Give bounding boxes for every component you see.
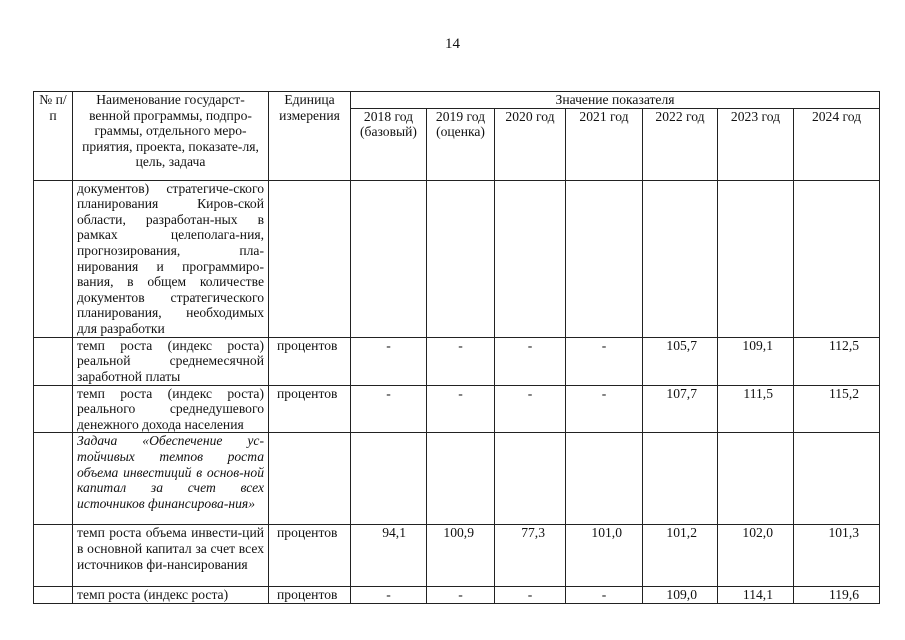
- value-cell: 77,3: [495, 525, 566, 587]
- value-cell: [566, 180, 643, 337]
- value-cell: [427, 433, 495, 525]
- value-cell: [495, 433, 566, 525]
- value-cell: 101,0: [566, 525, 643, 587]
- row-number-cell: [34, 587, 73, 604]
- unit-cell: [269, 433, 351, 525]
- unit-cell: процентов: [269, 385, 351, 433]
- row-number-cell: [34, 385, 73, 433]
- value-cell: -: [566, 385, 643, 433]
- header-name: Наименование государст-венной программы, подпро-граммы, отдельного меро-приятия, проекта, показате-ля, цель, задача: [73, 92, 269, 181]
- header-value-group: Значение показателя: [351, 92, 880, 109]
- table-row: [34, 337, 880, 385]
- page-number: 14: [445, 36, 460, 52]
- value-cell: -: [427, 337, 495, 385]
- value-cell: [718, 433, 794, 525]
- header-number: № п/п: [34, 92, 73, 181]
- row-number-cell: [34, 433, 73, 525]
- value-cell: 105,7: [643, 337, 718, 385]
- value-cell: [427, 180, 495, 337]
- indicator-name: темп роста (индекс роста) реальной среднемесячной заработной платы: [73, 337, 269, 385]
- value-cell: 100,9: [427, 525, 495, 587]
- header-year: 2019 год (оценка): [427, 108, 495, 180]
- value-cell: 111,5: [718, 385, 794, 433]
- value-cell: 109,1: [718, 337, 794, 385]
- indicator-name: темп роста объема инвести-ций в основной капитал за счет всех источников фи-нансирования: [73, 525, 269, 587]
- task-name: Задача «Обеспечение ус-тойчивых темпов роста объема инвестиций в основ-ной капитал за счет всех источников финансирова-ния»: [73, 433, 269, 525]
- indicator-name: темп роста (индекс роста) реального среднедушевого денежного дохода населения: [73, 385, 269, 433]
- unit-cell: процентов: [269, 587, 351, 604]
- value-cell: -: [566, 337, 643, 385]
- table-row: [34, 180, 880, 337]
- value-cell: -: [495, 385, 566, 433]
- value-cell: 102,0: [718, 525, 794, 587]
- unit-cell: процентов: [269, 337, 351, 385]
- value-cell: -: [427, 385, 495, 433]
- value-cell: 101,3: [794, 525, 880, 587]
- value-cell: [351, 433, 427, 525]
- unit-cell: процентов: [269, 525, 351, 587]
- table-row: [34, 525, 880, 587]
- value-cell: [643, 180, 718, 337]
- row-number-cell: [34, 180, 73, 337]
- indicator-name: документов) стратегиче-ского планирования Киров-ской области, разработан-ных в рамках целеполага-ния, прогнозирования, пла-нирования и программиро-вания, в общем количестве документов стратегического планирования, необходимых для разработки: [73, 180, 269, 337]
- value-cell: 94,1: [351, 525, 427, 587]
- header-year: 2022 год: [643, 108, 718, 180]
- header-year: 2020 год: [495, 108, 566, 180]
- value-cell: -: [351, 337, 427, 385]
- value-cell: 107,7: [643, 385, 718, 433]
- header-year: 2023 год: [718, 108, 794, 180]
- indicator-table: [33, 91, 880, 604]
- value-cell: [351, 180, 427, 337]
- value-cell: 112,5: [794, 337, 880, 385]
- header-unit: Единица измерения: [269, 92, 351, 181]
- value-cell: -: [495, 337, 566, 385]
- row-number-cell: [34, 525, 73, 587]
- value-cell: [794, 180, 880, 337]
- table-row: [34, 385, 880, 433]
- indicator-name: темп роста (индекс роста): [73, 587, 269, 604]
- value-cell: -: [566, 587, 643, 604]
- value-cell: [718, 180, 794, 337]
- value-cell: [495, 180, 566, 337]
- value-cell: [566, 433, 643, 525]
- value-cell: -: [351, 385, 427, 433]
- value-cell: -: [427, 587, 495, 604]
- unit-cell: [269, 180, 351, 337]
- table-row: [34, 433, 880, 525]
- row-number-cell: [34, 337, 73, 385]
- value-cell: 115,2: [794, 385, 880, 433]
- table-row: [34, 587, 880, 604]
- value-cell: [794, 433, 880, 525]
- value-cell: -: [351, 587, 427, 604]
- value-cell: 101,2: [643, 525, 718, 587]
- value-cell: [643, 433, 718, 525]
- value-cell: 119,6: [794, 587, 880, 604]
- value-cell: 114,1: [718, 587, 794, 604]
- header-year: 2024 год: [794, 108, 880, 180]
- header-year: 2021 год: [566, 108, 643, 180]
- value-cell: 109,0: [643, 587, 718, 604]
- header-year: 2018 год (базовый): [351, 108, 427, 180]
- value-cell: -: [495, 587, 566, 604]
